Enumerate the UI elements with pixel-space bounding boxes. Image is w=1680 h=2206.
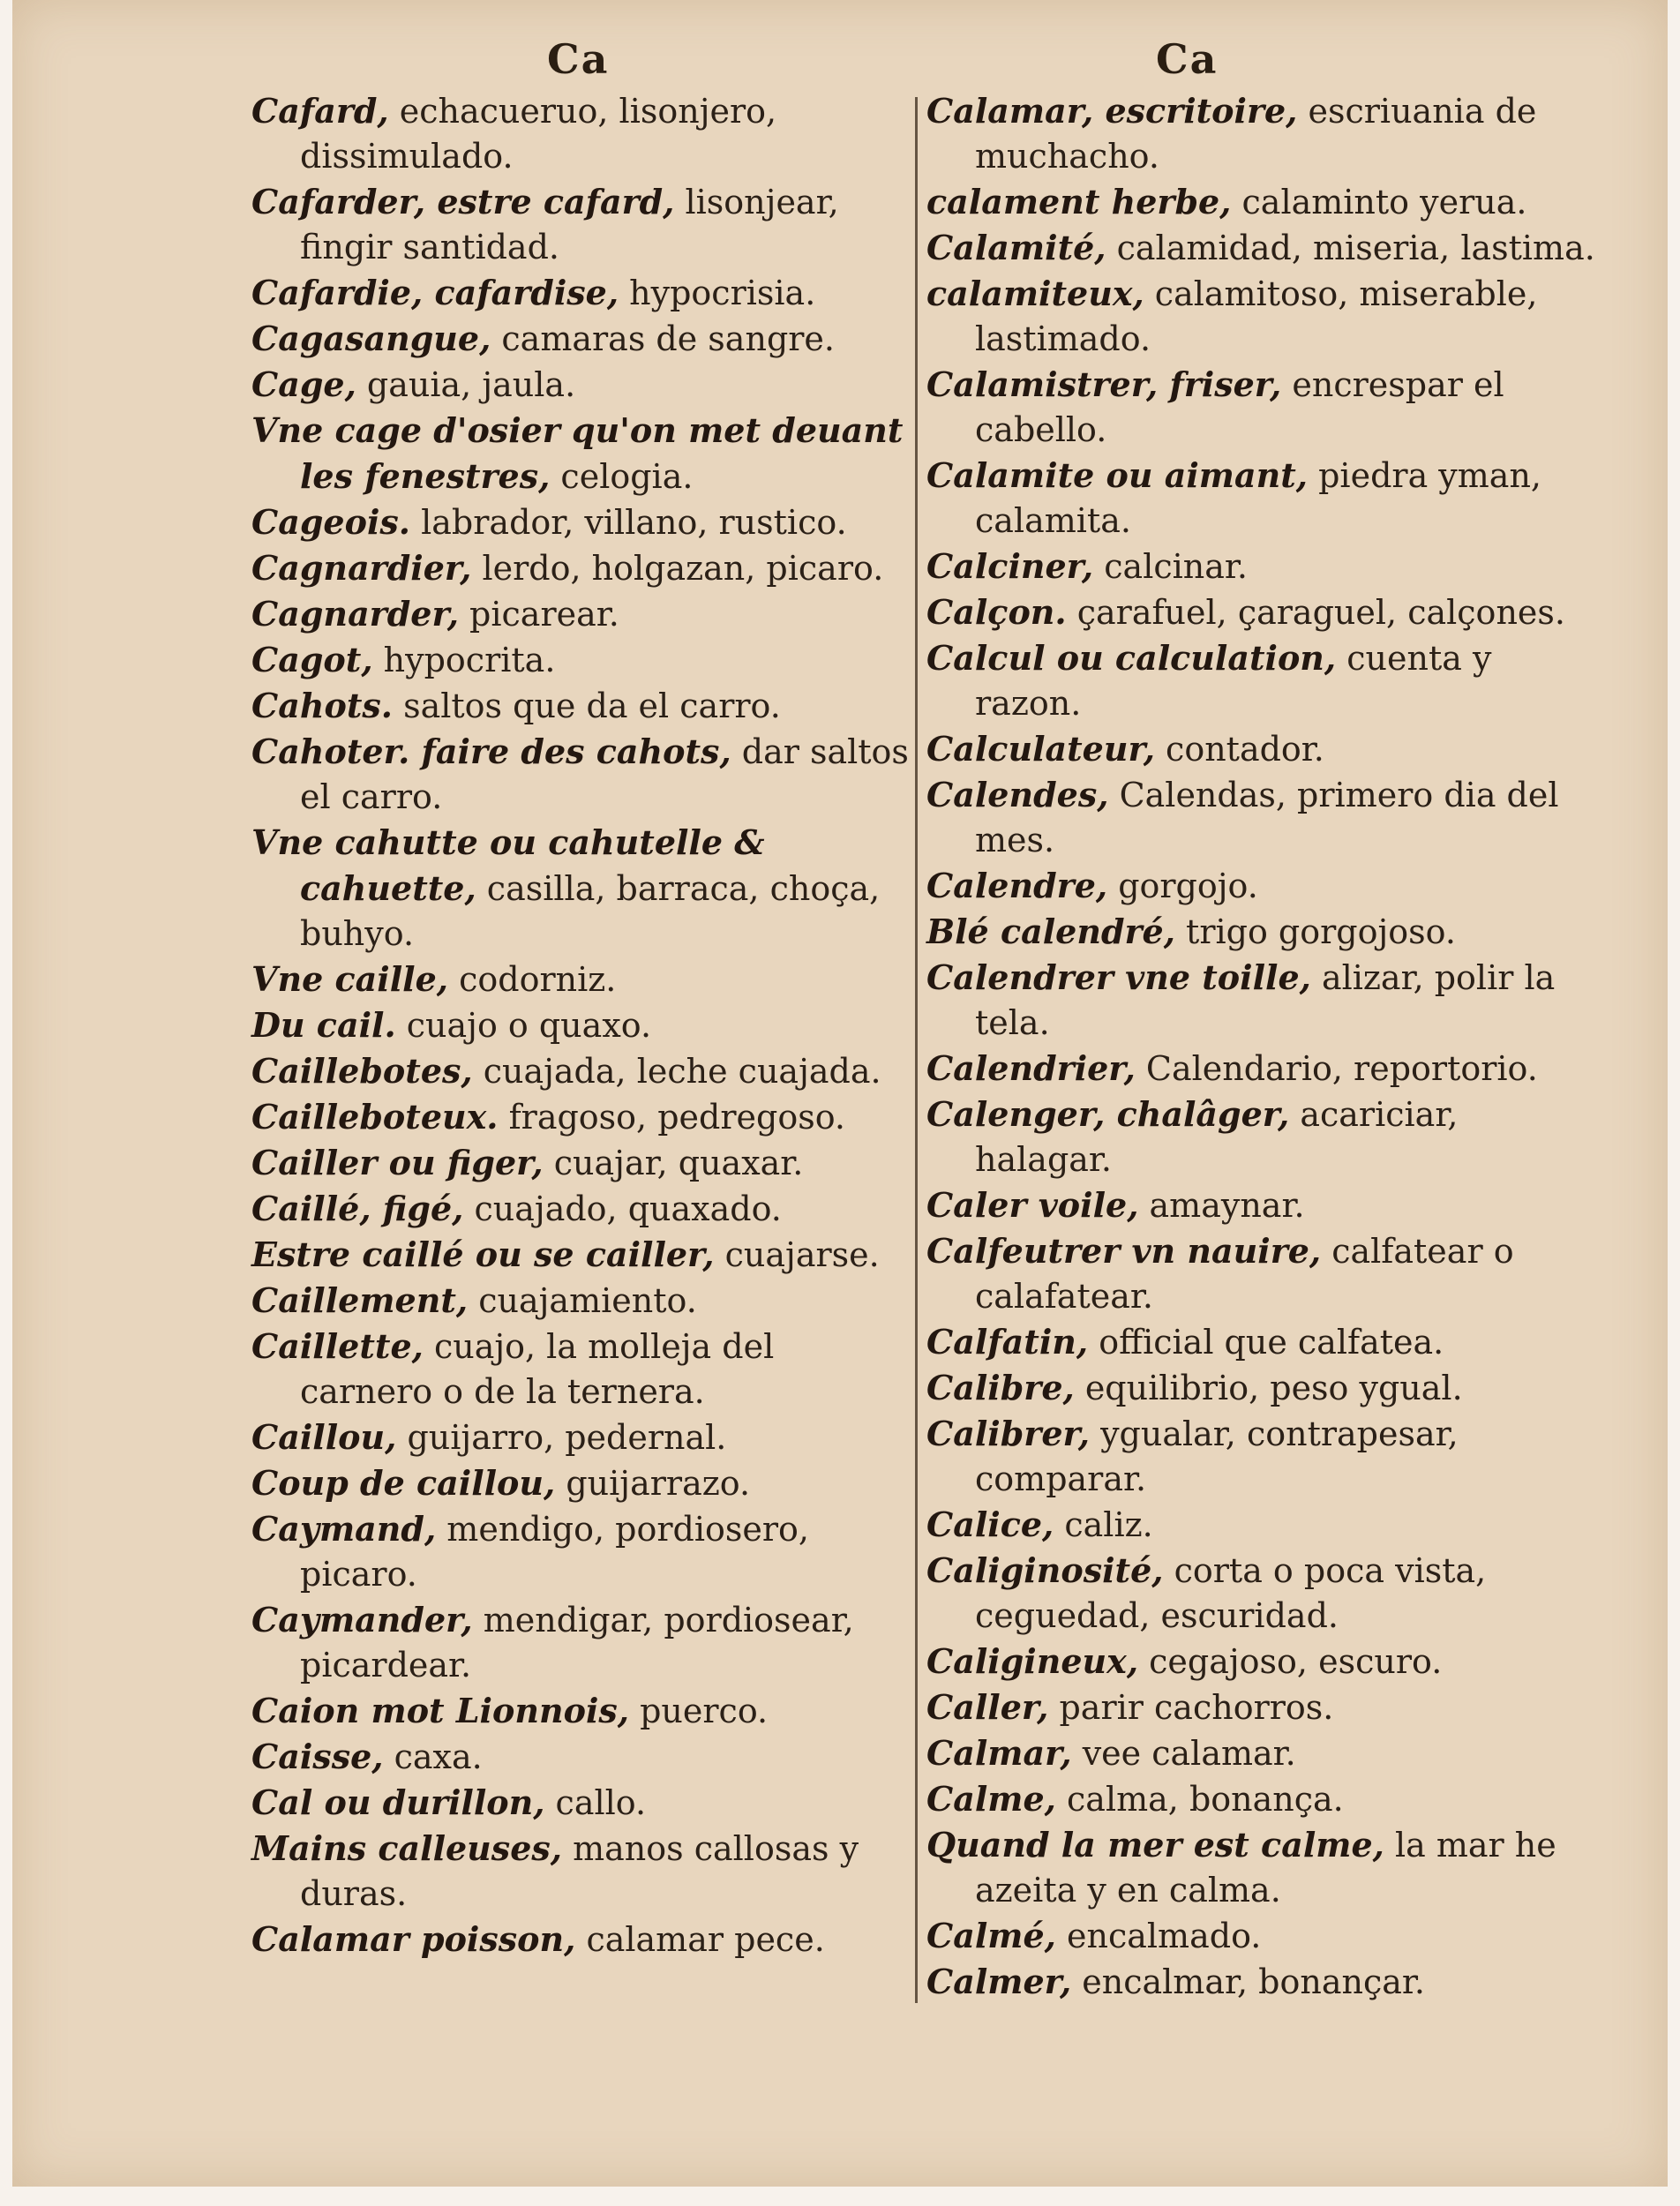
entry-calamite: Calamité, calamidad, miseria, lastima. <box>926 228 1595 267</box>
entry-caller: Caller, parir cachorros. <box>926 1687 1334 1727</box>
entry-calculateur: Calculateur, contador. <box>926 729 1324 769</box>
entry-calenger: Calenger, chalâger, acariciar, halagar. <box>926 1094 1459 1179</box>
entry-cahots: Cahots. saltos que da el carro. <box>251 686 781 725</box>
entry-calamar-poisson: Calamar poisson, calamar pece. <box>251 1919 825 1959</box>
entry-calfatin: Calfatin, official que calfatea. <box>926 1322 1444 1362</box>
entry-cailler: Cailler ou figer, cuajar, quaxar. <box>251 1143 804 1182</box>
column-rule <box>915 97 918 2003</box>
entry-calcon: Calçon. çarafuel, çaraguel, calçones. <box>926 592 1565 632</box>
entry-caille-fige: Caillé, figé, cuajado, quaxado. <box>251 1189 782 1228</box>
entry-cagot: Cagot, hypocrita. <box>251 640 556 679</box>
entry-cal: Cal ou durillon, callo. <box>251 1782 647 1822</box>
entry-estre-caille: Estre caillé ou se cailler, cuajarse. <box>251 1234 880 1274</box>
entry-calmer: Calmer, encalmar, bonançar. <box>926 1962 1425 2001</box>
entry-calibrer: Calibrer, ygualar, contrapesar, comparar. <box>926 1414 1459 1498</box>
entry-caille: Vne caille, codorniz. <box>251 959 617 999</box>
entry-calendes: Calendes, Calendas, primero dia del mes. <box>926 775 1559 859</box>
entry-caillement: Caillement, cuajamiento. <box>251 1280 697 1320</box>
entry-calibre: Calibre, equilibrio, peso ygual. <box>926 1368 1463 1407</box>
entry-calice: Calice, caliz. <box>926 1504 1153 1544</box>
entry-calme: Calme, calma, bonança. <box>926 1779 1344 1819</box>
entry-mains-calleuses: Mains calleuses, manos callosas y duras. <box>251 1828 859 1913</box>
entry-caillette: Caillette, cuajo, la molleja del carnero o de la ternera. <box>251 1326 775 1411</box>
entry-calament: calament herbe, calaminto yerua. <box>926 182 1527 221</box>
entry-calamite-aimant: Calamite ou aimant, piedra yman, calamita. <box>926 455 1542 540</box>
entry-calamistrer: Calamistrer, friser, encrespar el cabello. <box>926 364 1504 449</box>
entry-caligineux: Caligineux, cegajoso, escuro. <box>926 1641 1443 1681</box>
entry-caillou: Caillou, guijarro, pedernal. <box>251 1417 727 1457</box>
entry-cage-osier: Vne cage d'osier qu'on met deuant les fenestres, celogia. <box>251 410 904 496</box>
right-column <box>926 88 1597 2005</box>
entry-cafard: Cafard, echacueruo, lisonjero, dissimulado. <box>251 91 777 176</box>
entry-caillebotteux: Cailleboteux. fragoso, pedregoso. <box>251 1097 846 1137</box>
entry-calendrier: Calendrier, Calendario, reportorio. <box>926 1048 1538 1088</box>
entry-caymander: Caymander, mendigar, pordiosear, picardear. <box>251 1600 854 1685</box>
entry-caillebotes: Caillebotes, cuajada, leche cuajada. <box>251 1051 881 1091</box>
entry-calciner: Calciner, calcinar. <box>926 546 1248 586</box>
entry-cail: Du cail. cuajo o quaxo. <box>251 1005 652 1045</box>
entry-cage: Cage, gauia, jaula. <box>251 364 576 404</box>
entry-coup-de-caillou: Coup de caillou, guijarrazo. <box>251 1463 751 1503</box>
entry-cahoter: Cahoter. faire des cahots, dar saltos el carro. <box>251 732 909 816</box>
entry-caisse: Caisse, caxa. <box>251 1737 483 1776</box>
left-column <box>251 88 913 1962</box>
entry-calamar: Calamar, escritoire, escriuania de muchacho. <box>926 91 1537 176</box>
entry-cagnarder: Cagnarder, picarear. <box>251 594 619 634</box>
entry-cageois: Cageois. labrador, villano, rustico. <box>251 502 847 542</box>
entry-caymand: Caymand, mendigo, pordiosero, picaro. <box>251 1509 809 1594</box>
running-header-left: Ca <box>547 35 610 83</box>
entry-cagnardier: Cagnardier, lerdo, holgazan, picaro. <box>251 548 884 588</box>
entry-calfeutrer: Calfeutrer vn nauire, calfatear o calafatear. <box>926 1231 1514 1316</box>
entry-calme-adj: Calmé, encalmado. <box>926 1916 1262 1955</box>
entry-caliginosite: Caliginosité, corta o poca vista, ceguedad, escuridad. <box>926 1550 1487 1635</box>
entry-caion: Caion mot Lionnois, puerco. <box>251 1691 769 1730</box>
running-header-right: Ca <box>1156 35 1219 83</box>
entry-calendre: Calendre, gorgojo. <box>926 866 1258 905</box>
entry-quand-la-mer: Quand la mer est calme, la mar he azeita y en calma. <box>926 1825 1556 1910</box>
entry-caler: Caler voile, amaynar. <box>926 1185 1305 1225</box>
entry-calcul: Calcul ou calculation, cuenta y razon. <box>926 638 1492 723</box>
entry-cahutte: Vne cahutte ou cahutelle & cahuette, casilla, barraca, choça, buhyo. <box>251 822 881 953</box>
entry-cagasangue: Cagasangue, camaras de sangre. <box>251 319 835 358</box>
entry-calamiteux: calamiteux, calamitoso, miserable, lastimado. <box>926 274 1538 358</box>
entry-cafardie: Cafardie, cafardise, hypocrisia. <box>251 273 816 312</box>
entry-cafarder: Cafarder, estre cafard, lisonjear, fingir santidad. <box>251 182 839 266</box>
entry-calmar: Calmar, vee calamar. <box>926 1733 1296 1773</box>
entry-ble-calendre: Blé calendré, trigo gorgojoso. <box>926 912 1456 951</box>
entry-calendrer: Calendrer vne toille, alizar, polir la tela. <box>926 957 1556 1042</box>
